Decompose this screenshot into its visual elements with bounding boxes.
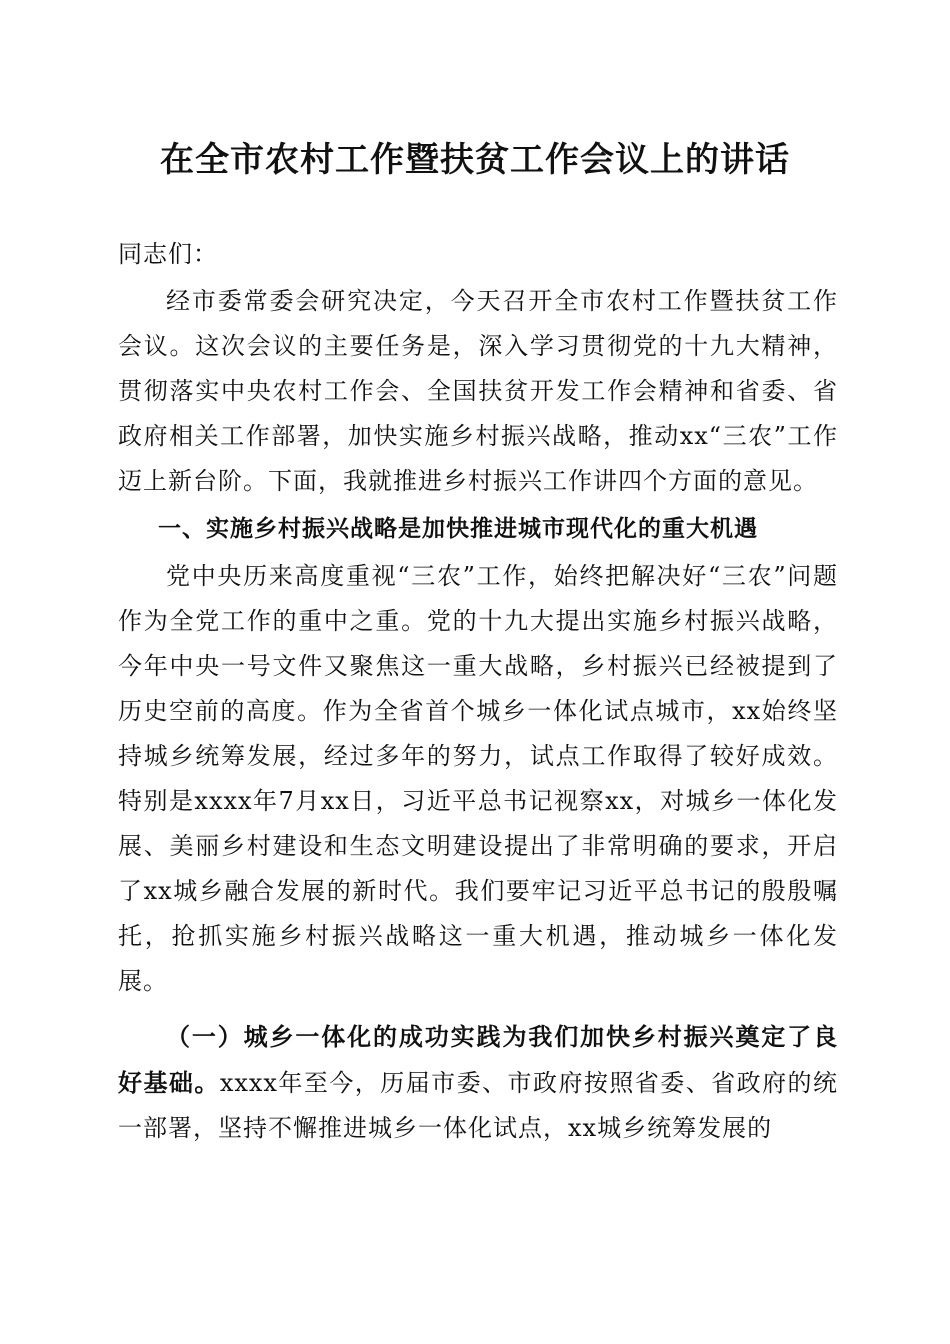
salutation: 同志们： — [118, 240, 218, 268]
subsection-1-text: xxxx年至今，历届市委、市政府按照省委、省政府的统一部署，坚持不懈推进城乡一体化试点，xx城乡统筹发展的 — [118, 1069, 839, 1142]
subsection-1-paragraph — [118, 1014, 838, 1151]
section-1-paragraph: 党中央历来高度重视“三农”工作，始终把解决好“三农”问题作为全党工作的重中之重。党的十九大提出实施乡村振兴战略，今年中央一号文件又聚焦这一重大战略，乡村振兴已经被提到了历史空前的高度。作为全省首个城乡一体化试点城市，xx始终坚持城乡统筹发展，经过多年的努力，试点工作取得了较好成效。特别是xxxx年7月xx日，习近平总书记视察xx，对城乡一体化发展、美丽乡村建设和生态文明建设提出了非常明确的要求，开启了xx城乡融合发展的新时代。我们要牢记习近平总书记的殷殷嘱托，抢抓实施乡村振兴战略这一重大机遇，推动城乡一体化发展。 — [118, 562, 838, 995]
intro-paragraph: 经市委常委会研究决定，今天召开全市农村工作暨扶贫工作会议。这次会议的主要任务是，深入学习贯彻党的十九大精神，贯彻落实中央农村工作会、全国扶贫开发工作会精神和省委、省政府相关工作部署，加快实施乡村振兴战略，推动xx“三农”工作迈上新台阶。下面，我就推进乡村振兴工作讲四个方面的意见。 — [118, 287, 838, 495]
subsection-heading-1: （一）城乡一体化的成功实践为我们加快乡村振兴奠定了良好基础。 — [118, 1022, 838, 1097]
section-heading-1: 一、实施乡村振兴战略是加快推进城市现代化的重大机遇 — [158, 516, 758, 542]
document-title: 在全市农村工作暨扶贫工作会议上的讲话 — [160, 140, 790, 180]
document-body — [118, 232, 838, 1151]
